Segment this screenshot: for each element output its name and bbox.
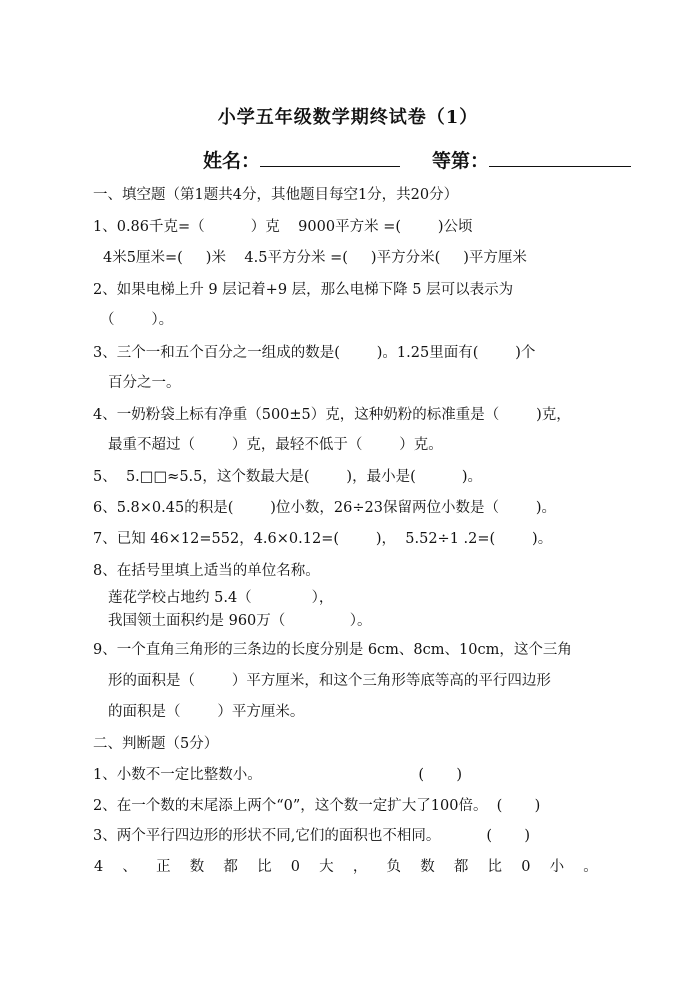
question-line: 8、在括号里填上适当的单位名称。 (93, 563, 320, 579)
char: 4 (94, 859, 104, 875)
question-line: 7、已知 46×12=552，4.6×0.12=( )， 5.52÷1 .2=( )。 (93, 531, 553, 547)
question-line: 2、如果电梯上升 9 层记着+9 层，那么电梯下降 5 层可以表示为 (93, 282, 514, 298)
char: 大 (319, 859, 334, 875)
char: 都 (223, 859, 238, 875)
question-line: 3、三个一和五个百分之一组成的数是( )。1.25里面有( )个 (93, 345, 536, 361)
char: 都 (453, 859, 469, 875)
char: 、 (122, 859, 137, 875)
grade-label: 等第： (432, 150, 490, 172)
name-label: 姓名： (203, 150, 261, 172)
question-line: 4米5厘米=( )米 4.5平方分米 =( )平方分米( )平方厘米 (103, 250, 527, 266)
char: 正 (156, 859, 171, 875)
question-line: 莲花学校占地约 5.4（ ）， (108, 590, 334, 606)
question-line: 9、一个直角三角形的三条边的长度分别是 6cm、8cm、10cm，这个三角 (93, 642, 572, 658)
section-fill-blank-heading: 一、填空题（第1题共4分，其他题目每空1分，共20分） (93, 187, 459, 203)
question-line: 最重不超过（ ）克，最轻不低于（ ）克。 (108, 437, 443, 453)
question-line: 的面积是（ ）平方厘米。 (108, 704, 305, 720)
question-line: （ ）。 (100, 312, 174, 328)
char: 0 (521, 859, 531, 875)
question-line: 形的面积是（ ）平方厘米，和这个三角形等底等高的平行四边形 (108, 673, 551, 689)
char: 小 (549, 859, 565, 875)
judgement-line: 2、在一个数的末尾添上两个“0”，这个数一定扩大了100倍。 ( ) (93, 798, 541, 814)
grade-blank[interactable] (489, 148, 631, 167)
char: 比 (257, 859, 272, 875)
section-judgement-heading: 二、判断题（5分） (93, 736, 219, 752)
judgement-line-justified (94, 857, 598, 877)
question-line: 1、0.86千克=（ ）克 9000平方米 =( )公顷 (93, 219, 473, 235)
char: 数 (420, 859, 435, 875)
question-line: 我国领土面积约是 960万（ ）。 (108, 613, 372, 629)
question-line: 6、5.8×0.45的积是( )位小数，26÷23保留两位小数是（ )。 (93, 500, 556, 516)
char: ， (352, 859, 368, 875)
judgement-line: 1、小数不一定比整数小。 ( ) (93, 767, 463, 783)
question-line: 4、一奶粉袋上标有净重（500±5）克，这种奶粉的标准重是（ )克， (93, 407, 571, 423)
page-title: 小学五年级数学期终试卷（1） (217, 107, 479, 128)
judgement-line: 3、两个平行四边形的形状不同,它们的面积也不相同。 ( ) (93, 828, 531, 844)
char: 。 (583, 859, 598, 875)
name-blank[interactable] (260, 148, 400, 167)
question-line: 5、 5.□□≈5.5，这个数最大是( )，最小是( )。 (93, 469, 482, 485)
char: 比 (487, 859, 503, 875)
char: 负 (386, 859, 402, 875)
student-info-line (203, 146, 623, 173)
char: 0 (290, 859, 300, 875)
char: 数 (189, 859, 205, 875)
question-line: 百分之一。 (108, 375, 181, 391)
